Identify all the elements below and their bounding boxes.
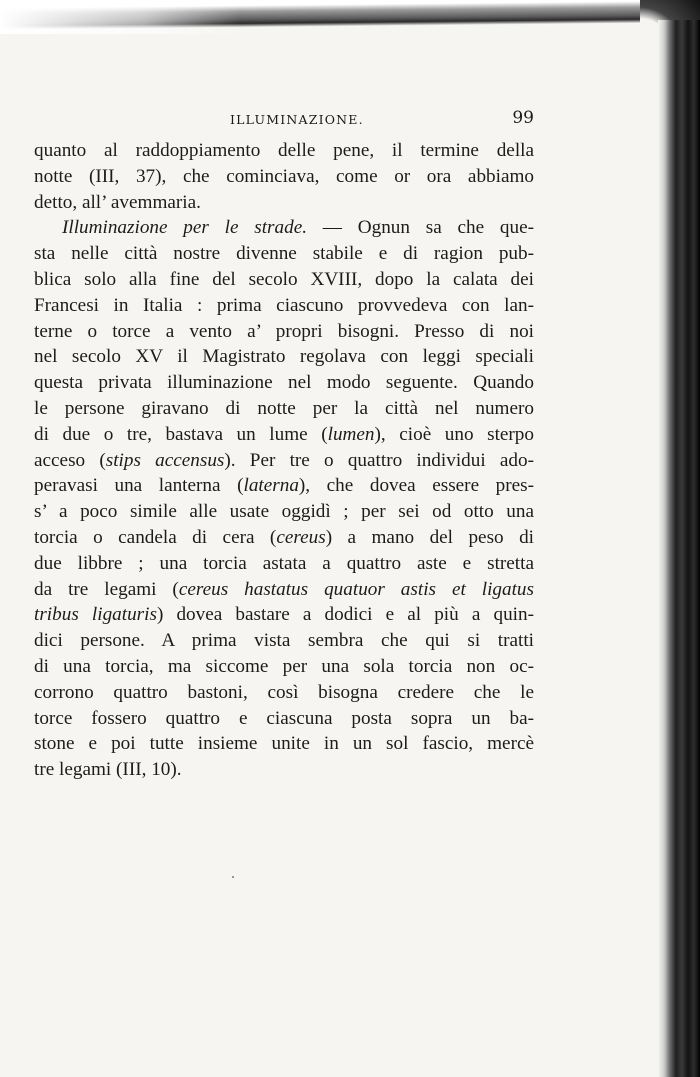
text-line bbox=[34, 525, 534, 551]
text-segment: dici persone. A prima vista sembra che qui si tratti bbox=[34, 630, 534, 652]
text-segment: ), cioè uno sterpo bbox=[374, 423, 534, 445]
page-header bbox=[34, 108, 534, 132]
text-segment: le persone giravano di notte per la città nel numero bbox=[34, 397, 534, 419]
text-segment: due libbre ; una torcia astata a quattro aste e stretta bbox=[34, 552, 534, 574]
text-line bbox=[34, 370, 534, 396]
text-segment: stone e poi tutte insieme unite in un sol fascio, mercè bbox=[34, 733, 534, 755]
text-line bbox=[34, 344, 534, 370]
text-segment: sta nelle città nostre divenne stabile e di ragion pub- bbox=[34, 243, 534, 265]
text-line bbox=[34, 577, 534, 603]
text-segment: ), che dovea essere pres- bbox=[298, 475, 535, 497]
text-segment: notte (III, 37), che cominciava, come or ora abbiamo bbox=[34, 165, 534, 187]
text-line bbox=[34, 190, 534, 216]
running-title: ILLUMINAZIONE. bbox=[230, 112, 364, 127]
text-segment: di una torcia, ma siccome per una sola torcia non oc- bbox=[34, 655, 534, 677]
text-line bbox=[34, 628, 534, 654]
text-segment: detto, all’ avemmaria. bbox=[34, 191, 201, 213]
text-segment: Francesi in Italia : prima ciascuno provvedeva con lan- bbox=[34, 294, 534, 316]
text-line bbox=[34, 267, 534, 293]
text-segment: tre legami (III, 10). bbox=[34, 759, 182, 781]
text-segment: ). Per tre o quattro individui ado- bbox=[224, 449, 534, 471]
text-line bbox=[34, 551, 534, 577]
text-line bbox=[34, 757, 534, 783]
text-line bbox=[34, 241, 534, 267]
body-text bbox=[34, 138, 534, 783]
text-segment: torce fossero quattro e ciascuna posta sopra un ba- bbox=[34, 707, 534, 729]
italic-segment: tribus ligaturis bbox=[34, 604, 157, 626]
text-segment: quanto al raddoppiamento delle pene, il termine della bbox=[34, 140, 534, 161]
text-line bbox=[34, 680, 534, 706]
scan-speck bbox=[232, 876, 234, 878]
italic-segment: lumen bbox=[327, 423, 375, 445]
text-line bbox=[34, 396, 534, 422]
text-segment: terne o torce a vento a’ propri bisogni. Presso di noi bbox=[34, 320, 534, 342]
text-segment: blica solo alla fine del secolo XVIII, dopo la calata dei bbox=[34, 268, 534, 290]
italic-segment: stips accensus bbox=[105, 449, 225, 471]
page-top-fade bbox=[0, 0, 240, 34]
text-segment: torcia o candela di cera ( bbox=[34, 526, 277, 548]
text-line bbox=[34, 215, 534, 241]
text-segment: questa privata illuminazione nel modo seguente. Quando bbox=[34, 372, 534, 394]
text-segment: da tre legami ( bbox=[34, 578, 179, 600]
text-line bbox=[34, 706, 534, 732]
text-line bbox=[34, 293, 534, 319]
text-line bbox=[34, 499, 534, 525]
text-line bbox=[34, 448, 534, 474]
text-segment: peravasi una lanterna ( bbox=[34, 475, 244, 497]
italic-segment: laterna bbox=[243, 475, 299, 497]
text-line bbox=[34, 319, 534, 345]
italic-segment: Illuminazione per le strade. bbox=[62, 217, 308, 239]
text-segment: di due o tre, bastava un lume ( bbox=[34, 423, 328, 445]
italic-segment: cereus hastatus quatuor astis et ligatus bbox=[178, 578, 534, 600]
book-binding-edge bbox=[658, 20, 700, 1077]
text-line bbox=[34, 473, 534, 499]
page-number: 99 bbox=[512, 108, 534, 128]
text-segment: — Ognun sa che que- bbox=[307, 217, 535, 239]
italic-segment: cereus bbox=[276, 526, 326, 548]
text-line bbox=[34, 731, 534, 757]
text-segment: nel secolo XV il Magistrato regolava con leggi speciali bbox=[34, 346, 534, 368]
text-segment: ) a mano del peso di bbox=[325, 526, 534, 548]
text-line bbox=[34, 602, 534, 628]
text-line bbox=[34, 422, 534, 448]
text-segment: ) dovea bastare a dodici e al più a quin- bbox=[156, 604, 534, 626]
text-segment: corrono quattro bastoni, così bisogna credere che le bbox=[34, 681, 534, 703]
text-segment: acceso ( bbox=[34, 449, 106, 471]
text-segment: s’ a poco simile alle usate oggidì ; per sei od otto una bbox=[34, 501, 534, 523]
text-line bbox=[34, 654, 534, 680]
text-line bbox=[34, 138, 534, 164]
text-line bbox=[34, 164, 534, 190]
